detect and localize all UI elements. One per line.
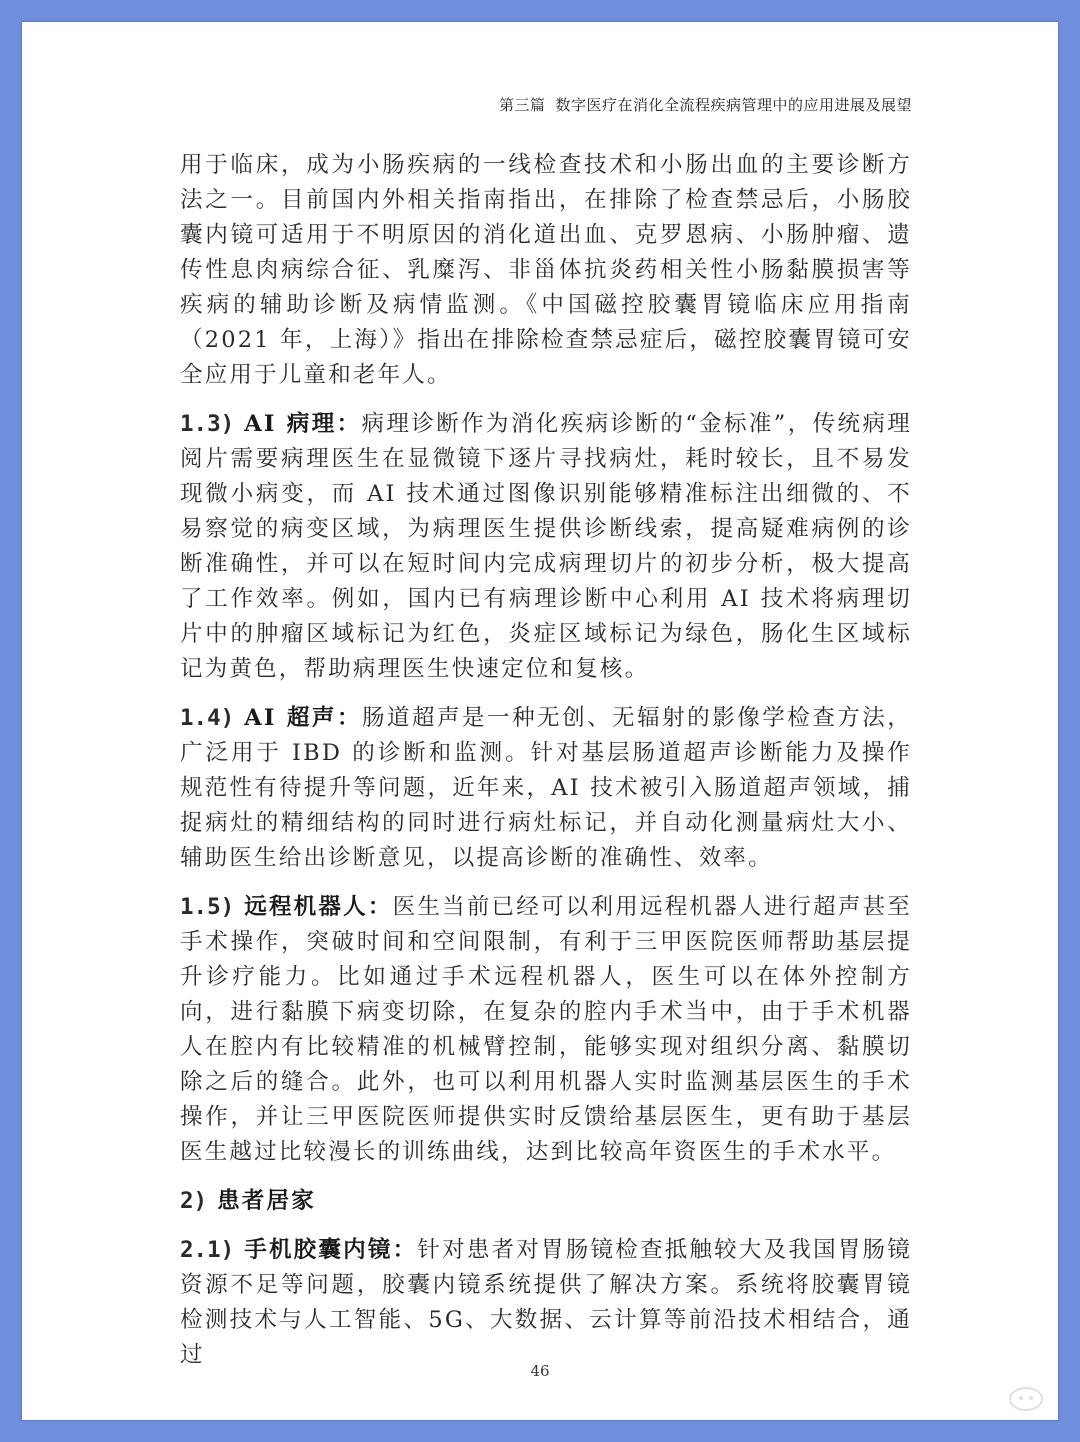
item-number: 1.3): [180, 411, 235, 437]
item-text: 病理诊断作为消化疾病诊断的“金标准”，传统病理阅片需要病理医生在显微镜下逐片寻找病灶，耗时较长，且不易发现微小病变，而 AI 技术通过图像识别能够精准标注出细微的、不易察觉的病变区域，为病理医生提供诊断线索，提高疑难病例的诊断准确性，并可以在短时间内完成病理切片的初步分析，极大提高了工作效率。例如，国内已有病理诊断中心利用 AI 技术将病理切片中的肿瘤区域标记为红色，炎症区域标记为绿色，肠化生区域标记为黄色，帮助病理医生快速定位和复核。: [180, 411, 913, 682]
item-label: AI 超声：: [244, 705, 362, 731]
section-label: 患者居家: [217, 1188, 316, 1214]
section-number: 2): [180, 1188, 208, 1214]
body-text: [180, 148, 912, 1387]
watermark-icon: [1008, 1386, 1044, 1412]
document-page: [22, 22, 1058, 1420]
chapter-label: 第三篇: [498, 96, 546, 114]
paragraph-ai-pathology: [180, 407, 912, 687]
item-number: 1.5): [180, 894, 235, 920]
item-number: 2.1): [180, 1237, 235, 1263]
item-number: 1.4): [180, 705, 235, 731]
chapter-title: 数字医疗在消化全流程疾病管理中的应用进展及展望: [555, 96, 912, 114]
paragraph-remote-robot: [180, 890, 912, 1170]
item-label: AI 病理：: [244, 411, 362, 437]
item-text: 医生当前已经可以利用远程机器人进行超声甚至手术操作，突破时间和空间限制，有利于三甲医院医师帮助基层提升诊疗能力。比如通过手术远程机器人，医生可以在体外控制方向，进行黏膜下病变切除，在复杂的腔内手术当中，由于手术机器人在腔内有比较精准的机械臂控制，能够实现对组织分离、黏膜切除之后的缝合。此外，也可以利用机器人实时监测基层医生的手术操作，并让三甲医院医师提供实时反馈给基层医生，更有助于基层医生越过比较漫长的训练曲线，达到比较高年资医生的手术水平。: [180, 894, 912, 1165]
running-header: [499, 94, 912, 115]
item-label: 手机胶囊内镜：: [244, 1237, 418, 1263]
page-number: 46: [530, 1362, 550, 1380]
intro-paragraph: 用于临床，成为小肠疾病的一线检查技术和小肠出血的主要诊断方法之一。目前国内外相关指南指出，在排除了检查禁忌后，小肠胶囊内镜可适用于不明原因的消化道出血、克罗恩病、小肠肿瘤、遗传性息肉病综合征、乳糜泻、非甾体抗炎药相关性小肠黏膜损害等疾病的辅助诊断及病情监测。《中国磁控胶囊胃镜临床应用指南（2021 年，上海）》指出在排除检查禁忌症后，磁控胶囊胃镜可安全应用于儿童和老年人。: [180, 152, 912, 388]
item-text: 肠道超声是一种无创、无辐射的影像学检查方法，广泛用于 IBD 的诊断和监测。针对基层肠道超声诊断能力及操作规范性有待提升等问题，近年来，AI 技术被引入肠道超声领域，捕捉病灶的精细结构的同时进行病灶标记，并自动化测量病灶大小、辅助医生给出诊断意见，以提高诊断的准确性、效率。: [180, 705, 912, 871]
section-heading-patient-home: [180, 1184, 912, 1219]
paragraph-ai-ultrasound: [180, 701, 912, 876]
item-label: 远程机器人：: [244, 894, 393, 920]
paragraph-phone-capsule: [180, 1233, 912, 1373]
item-text: 针对患者对胃肠镜检查抵触较大及我国胃肠镜资源不足等问题，胶囊内镜系统提供了解决方案。系统将胶囊胃镜检测技术与人工智能、5G、大数据、云计算等前沿技术相结合，通过: [180, 1237, 912, 1368]
